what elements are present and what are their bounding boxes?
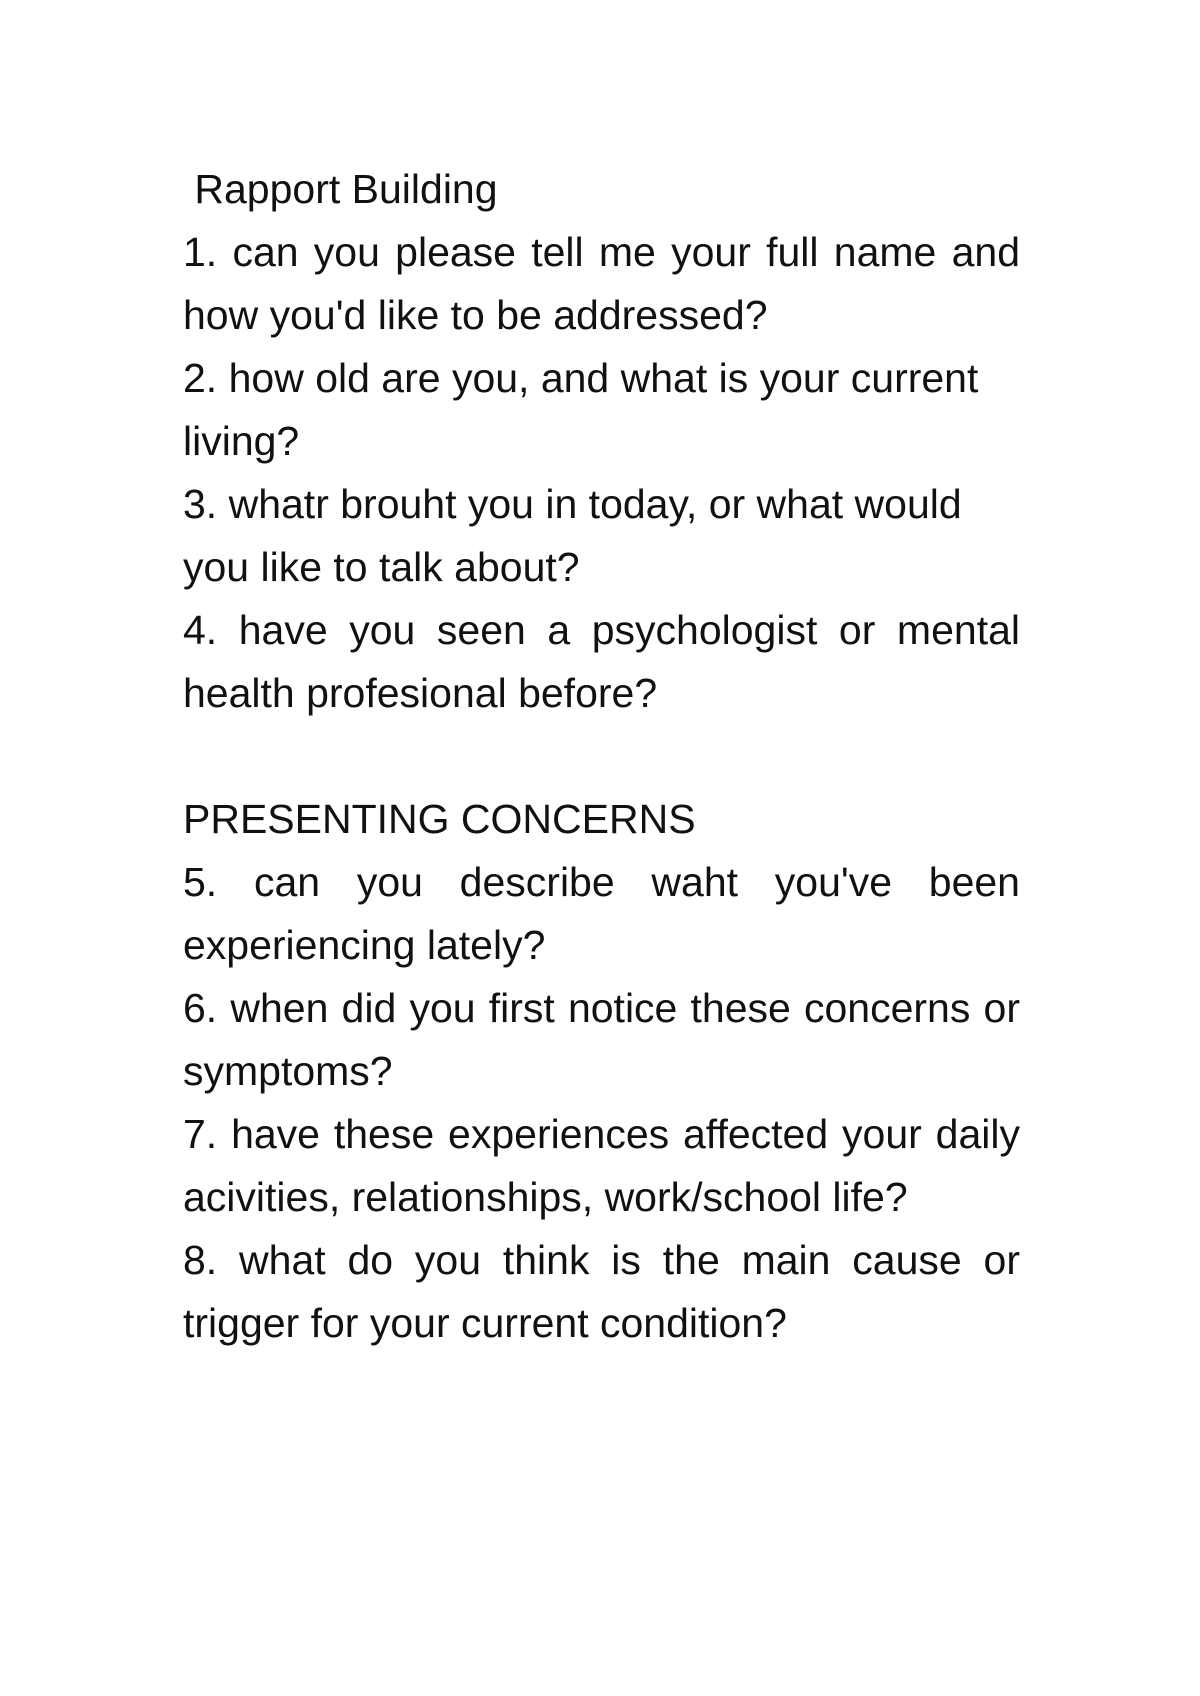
question-8-text: 8. what do you think is the main cause or trigger for your current condition?: [183, 1237, 1020, 1346]
question-1: [183, 221, 1020, 347]
section-heading-presenting-concerns: PRESENTING CONCERNS: [183, 796, 696, 842]
question-2-line-2: living?: [183, 418, 300, 464]
question-2: [183, 347, 1020, 473]
document-page: [183, 158, 1020, 1355]
question-4: [183, 599, 1020, 725]
question-3-line-2: you like to talk about?: [183, 544, 580, 590]
section-spacer: [183, 725, 1020, 788]
question-6-text: 6. when did you first notice these concerns or symptoms?: [183, 985, 1020, 1094]
question-5-text: 5. can you describe waht you've been experiencing lately?: [183, 859, 1020, 968]
question-6: [183, 977, 1020, 1103]
question-7: [183, 1103, 1020, 1229]
question-1-text: 1. can you please tell me your full name and how you'd like to be addressed?: [183, 229, 1020, 338]
question-7-text: 7. have these experiences affected your daily acivities, relationships, work/school life?: [183, 1111, 1020, 1220]
question-8: [183, 1229, 1020, 1355]
section-heading-rapport-building: Rapport Building: [183, 166, 498, 212]
question-2-line-1: 2. how old are you, and what is your current: [183, 355, 979, 401]
question-3-line-1: 3. whatr brouht you in today, or what would: [183, 481, 962, 527]
question-4-text: 4. have you seen a psychologist or mental health profesional before?: [183, 607, 1020, 716]
question-3: [183, 473, 1020, 599]
question-5: [183, 851, 1020, 977]
